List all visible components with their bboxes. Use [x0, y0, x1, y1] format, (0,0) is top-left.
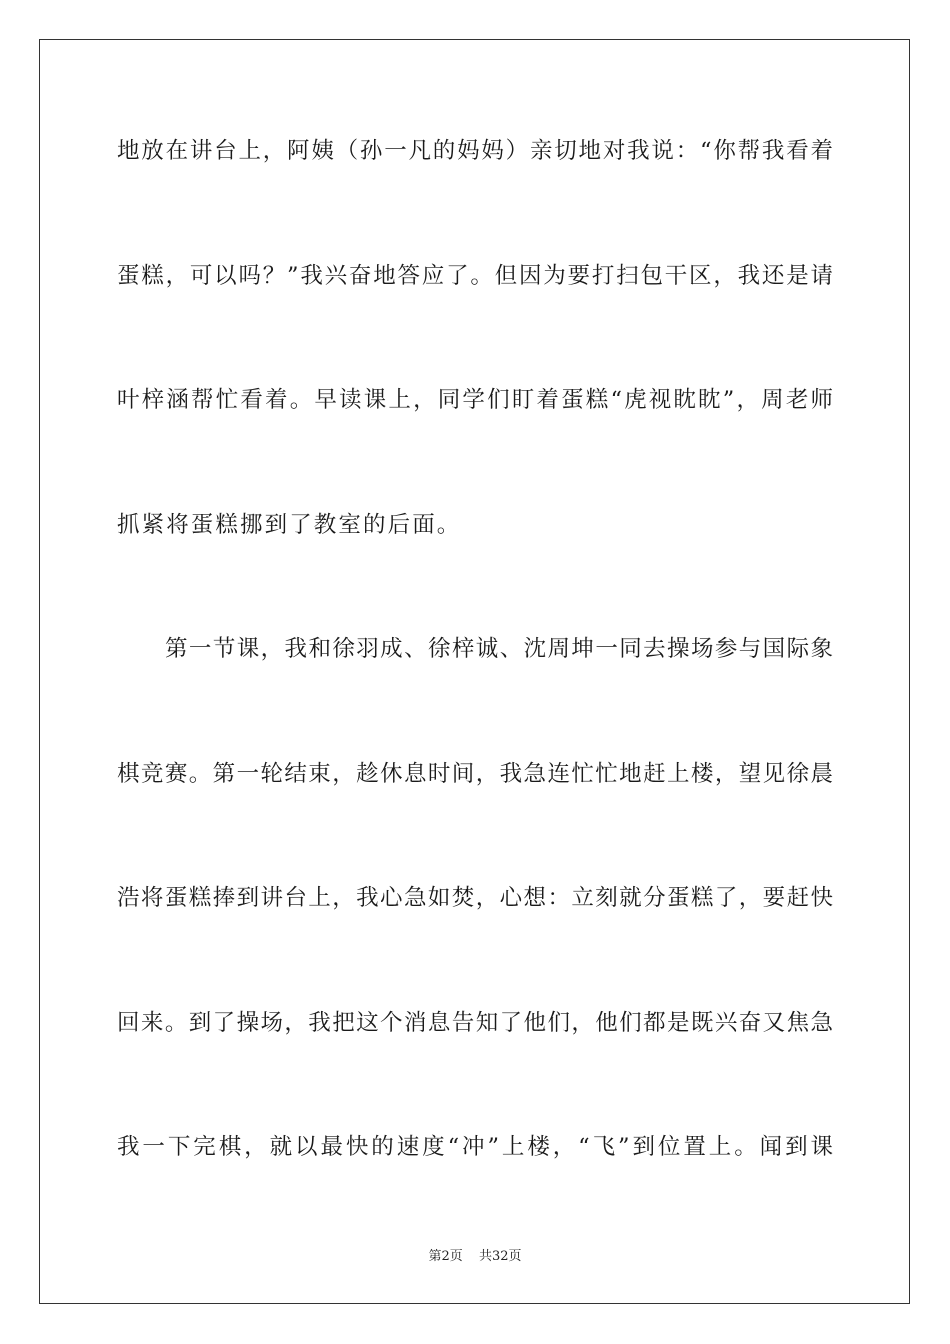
- text-line: 棋竞赛。第一轮结束，趁休息时间，我急连忙忙地赶上楼，望见徐晨: [117, 760, 833, 787]
- document-body: [117, 124, 833, 1245]
- text-line: 蛋糕，可以吗？”我兴奋地答应了。但因为要打扫包干区，我还是请: [117, 262, 833, 289]
- page-total: 共32页: [478, 1249, 522, 1264]
- page-number: 第2页: [428, 1249, 463, 1264]
- text-line: 浩将蛋糕捧到讲台上，我心急如焚，心想：立刻就分蛋糕了，要赶快: [117, 885, 833, 911]
- page-footer: [0, 1245, 950, 1264]
- text-line: 地放在讲台上，阿姨（孙一凡的妈妈）亲切地对我说：“你帮我看着: [117, 138, 833, 164]
- text-line: 我一下完棋，就以最快的速度“冲”上楼，“飞”到位置上。闻到课: [117, 1134, 833, 1160]
- paragraph-first-line: 第一节课，我和徐羽成、徐梓诚、沈周坤一同去操场参与国际象: [165, 636, 833, 662]
- text-line: 回来。到了操场，我把这个消息告知了他们，他们都是既兴奋又焦急: [117, 1009, 833, 1036]
- text-line: 抓紧将蛋糕挪到了教室的后面。: [117, 511, 462, 538]
- text-line: 叶梓涵帮忙看着。早读课上，同学们盯着蛋糕“虎视眈眈”，周老师: [117, 387, 833, 413]
